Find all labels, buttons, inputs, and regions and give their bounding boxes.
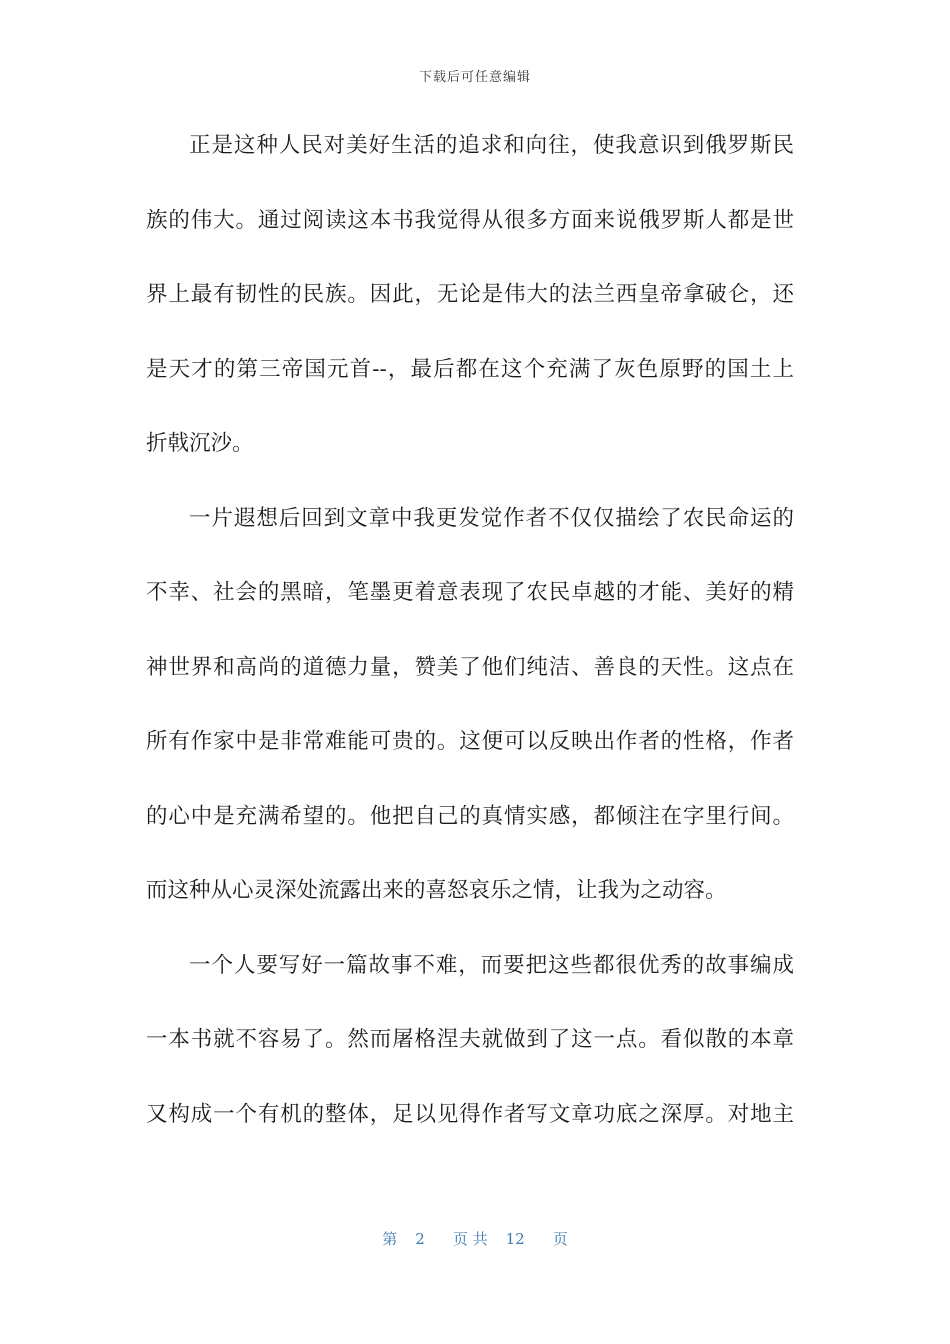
paragraph-2-line-3: 神世界和高尚的道德力量，赞美了他们纯洁、善良的天性。这点在 xyxy=(146,654,794,680)
footer-label-ye: 页 xyxy=(552,1230,568,1248)
paragraph-2-line-2: 不幸、社会的黑暗，笔墨更着意表现了农民卓越的才能、美好的精 xyxy=(146,580,794,605)
paragraph-2-line-4: 所有作家中是非常难能可贵的。这便可以反映出作者的性格，作者 xyxy=(146,729,794,754)
document-body xyxy=(146,120,794,1163)
paragraph-1-line-3: 界上最有韧性的民族。因此，无论是伟大的法兰西皇帝拿破仑，还 xyxy=(146,282,794,307)
footer-label-di: 第 xyxy=(382,1230,398,1248)
paragraph-1-line-2: 族的伟大。通过阅读这本书我觉得从很多方面来说俄罗斯人都是世 xyxy=(146,207,794,233)
footer-label-ye-gong: 页 共 xyxy=(452,1230,488,1248)
paragraph-2-line-5: 的心中是充满希望的。他把自己的真情实感，都倾注在字里行间。 xyxy=(146,803,794,829)
paragraph-3-line-1: 一个人要写好一篇故事不难，而要把这些都很优秀的故事编成 xyxy=(189,952,794,978)
paragraph-2-line-1: 一片遐想后回到文章中我更发觉作者不仅仅描绘了农民命运的 xyxy=(189,505,794,531)
paragraph-1-line-4: 是天才的第三帝国元首--，最后都在这个充满了灰色原野的国土上 xyxy=(146,356,794,382)
paragraph-2-line-6: 而这种从心灵深处流露出来的喜怒哀乐之情，让我为之动容。 xyxy=(146,878,727,903)
paragraph-1-line-5: 折戟沉沙。 xyxy=(146,431,254,456)
page-header: 下载后可任意编辑 xyxy=(418,70,531,85)
paragraph-3-line-2: 一本书就不容易了。然而屠格涅夫就做到了这一点。看似散的本章 xyxy=(146,1027,794,1052)
paragraph-3-line-3: 又构成一个有机的整体，足以见得作者写文章功底之深厚。对地主 xyxy=(146,1101,794,1127)
footer-current-page: 2 xyxy=(415,1230,425,1248)
footer-total-pages: 12 xyxy=(505,1230,525,1248)
page-footer xyxy=(0,1228,950,1249)
paragraph-1-line-1: 正是这种人民对美好生活的追求和向往，使我意识到俄罗斯民 xyxy=(189,133,794,158)
